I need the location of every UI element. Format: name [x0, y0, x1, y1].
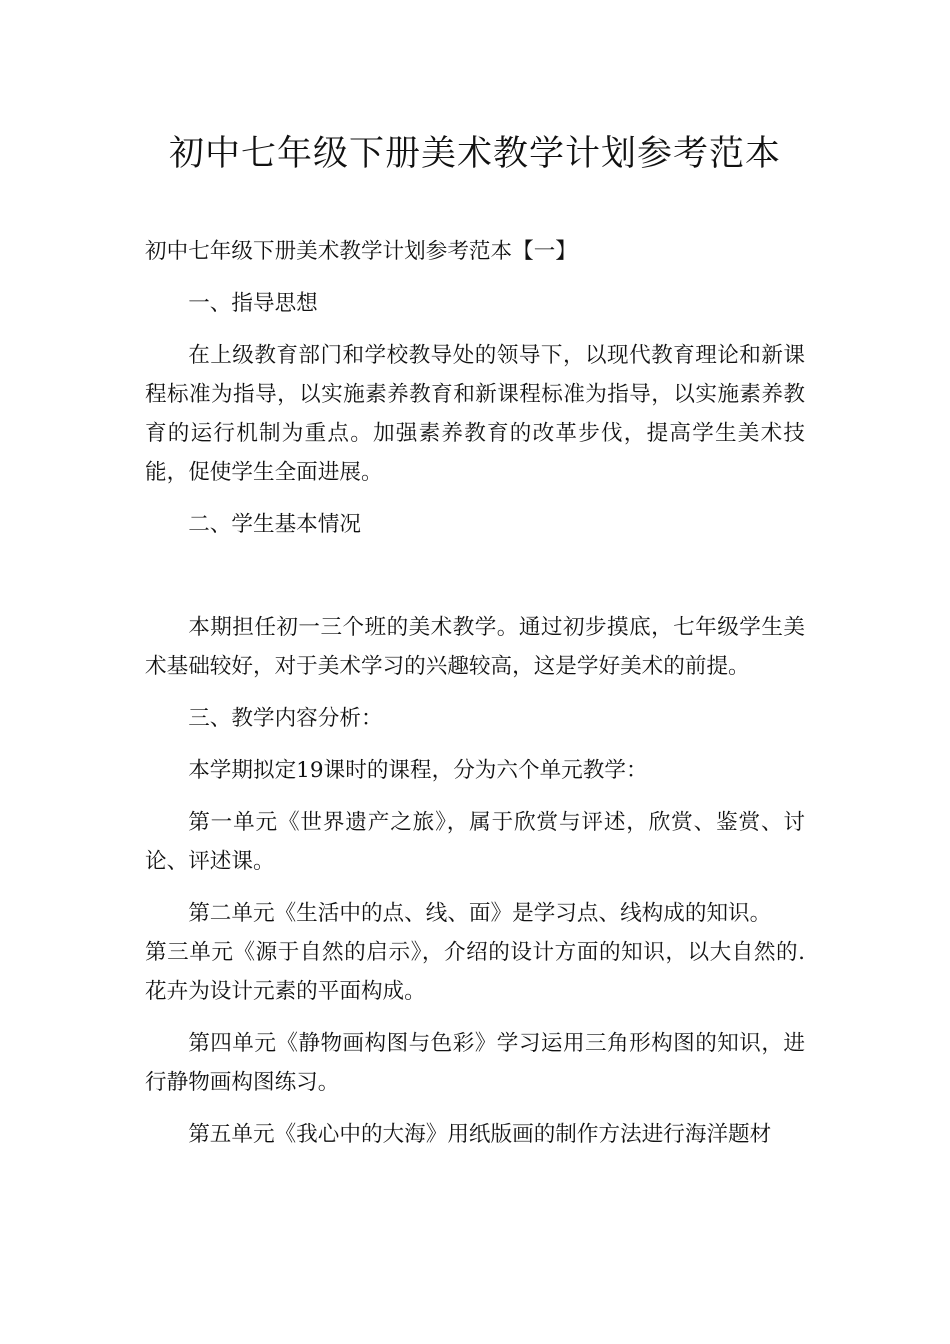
paragraph: 在上级教育部门和学校教导处的领导下，以现代教育理论和新课程标准为指导，以实施素养教育和新课程标准为指导，以实施素养教育的运行机制为重点。加强素养教育的改革步伐，提高学生美术技能，促使学生全面进展。 [145, 343, 805, 485]
paragraph: 本期担任初一三个班的美术教学。通过初步摸底，七年级学生美术基础较好，对于美术学习的兴趣较高，这是学好美术的前提。 [145, 615, 805, 679]
subheading-content-analysis: 三、教学内容分析： [188, 706, 383, 731]
document-body [145, 232, 805, 1167]
paragraph-unit-2: 第二单元《生活中的点、线、面》是学习点、线构成的知识。 [188, 901, 772, 926]
subheading-guiding-ideology: 一、指导思想 [188, 291, 318, 316]
paragraph-unit-4: 第四单元《静物画构图与色彩》学习运用三角形构图的知识，进行静物画构图练习。 [145, 1031, 805, 1095]
document-title: 初中七年级下册美术教学计划参考范本 [168, 134, 781, 174]
subheading-student-situation: 二、学生基本情况 [188, 512, 361, 537]
paragraph-unit-5: 第五单元《我心中的大海》用纸版画的制作方法进行海洋题材 [188, 1122, 772, 1147]
paragraph-unit-3: 第三单元《源于自然的启示》，介绍的设计方面的知识，以大自然的. 花卉为设计元素的平面构成。 [145, 940, 805, 1004]
paragraph-unit-1: 第一单元《世界遗产之旅》，属于欣赏与评述，欣赏、鉴赏、讨论、评述课。 [145, 810, 805, 874]
paragraph: 本学期拟定19课时的课程，分为六个单元教学： [188, 758, 648, 783]
section-heading: 初中七年级下册美术教学计划参考范本【一】 [145, 239, 577, 264]
